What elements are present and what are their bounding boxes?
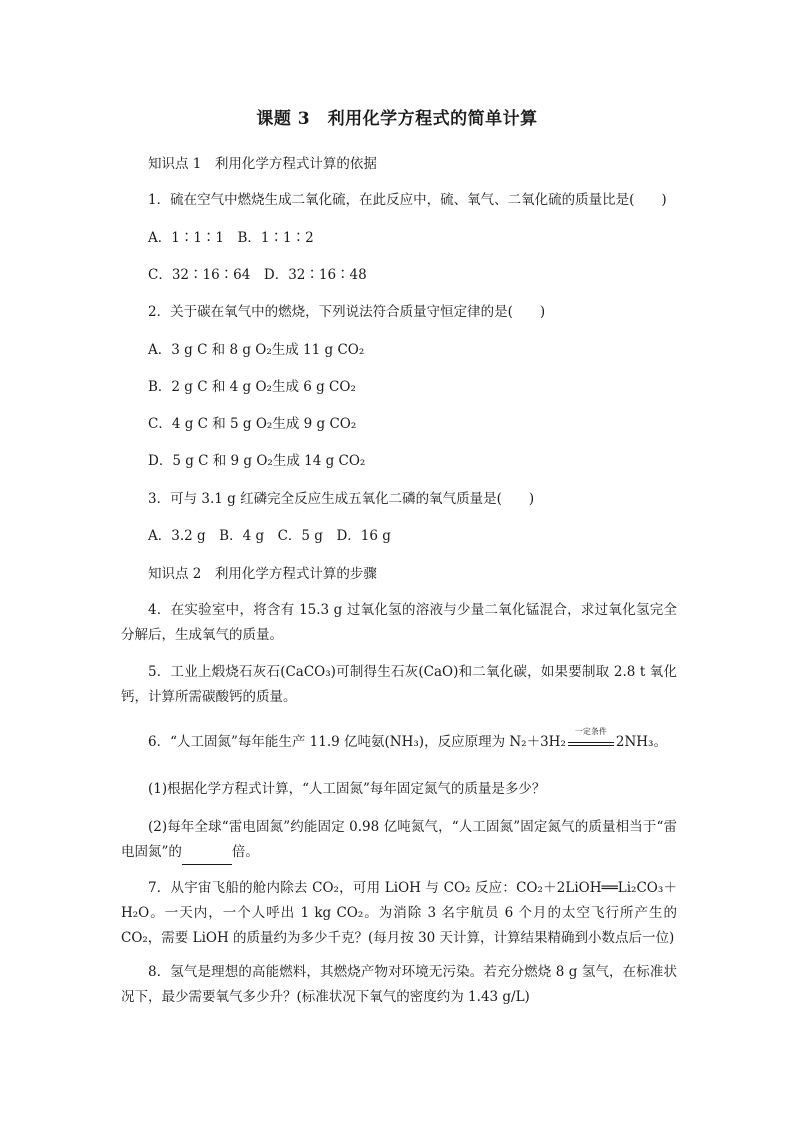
q6-part2-text: (2)每年全球“雷电固氮”约能固定 0.98 亿吨氮气，“人工固氮”固定氮气的质量相当于“雷电固氮”的 [121, 819, 677, 860]
q6-part1: (1)根据化学方程式计算，“人工固氮”每年固定氮气的质量是多少？ [148, 781, 546, 797]
q6-part2 [121, 815, 677, 865]
q2-option-d: D．5 g C 和 9 g O₂生成 14 g CO₂ [148, 453, 366, 469]
reaction-condition: 一定条件 [574, 726, 607, 736]
knowledge-point-1: 知识点 1 利用化学方程式计算的依据 [148, 156, 377, 172]
q1-stem: 1．硫在空气中燃烧生成二氧化硫，在此反应中，硫、氧气、二氧化硫的质量比是( ) [148, 192, 667, 208]
q6-part2-end: 倍。 [231, 844, 259, 860]
q2-option-c: C．4 g C 和 5 g O₂生成 9 g CO₂ [148, 416, 357, 432]
q8-text: 8．氢气是理想的高能燃料，其燃烧产物对环境无污染。若充分燃烧 8 g 氢气，在标准状况下，最少需要氧气多少升？(标准状况下氧气的密度约为 1.43 g/L) [121, 964, 677, 1005]
q4-text: 4．在实验室中，将含有 15.3 g 过氧化氢的溶液与少量二氧化锰混合，求过氧化氢完全分解后，生成氧气的质量。 [121, 602, 677, 643]
knowledge-point-2: 知识点 2 利用化学方程式计算的步骤 [148, 566, 377, 582]
q2-stem: 2．关于碳在氧气中的燃烧，下列说法符合质量守恒定律的是( ) [148, 304, 546, 320]
q1-options-ab: A．1∶1∶1 B．1∶1∶2 [148, 230, 314, 246]
q5-text: 5．工业上煅烧石灰石(CaCO₃)可制得生石灰(CaO)和二氧化碳，如果要制取 2.8 t 氧化钙，计算所需碳酸钙的质量。 [121, 664, 677, 705]
q3-stem: 3．可与 3.1 g 红磷完全反应生成五氧化二磷的氧气质量是( ) [148, 491, 535, 507]
q2-option-a: A．3 g C 和 8 g O₂生成 11 g CO₂ [148, 342, 365, 358]
q6-stem [148, 726, 667, 751]
q6-stem-b: 2NH₃。 [615, 734, 667, 750]
q6-stem-a: 6．“人工固氮”每年能生产 11.9 亿吨氨(NH₃)，反应原理为 N₂＋3H₂ [148, 734, 566, 750]
page-title: 课题 3 利用化学方程式的简单计算 [256, 109, 538, 129]
q3-options: A．3.2 g B．4 g C．5 g D．16 g [148, 528, 391, 544]
q7-text: 7．从宇宙飞船的舱内除去 CO₂，可用 LiOH 与 CO₂ 反应：CO₂＋2LiOH══Li₂CO₃＋H₂O。一天内，一个人呼出 1 kg CO₂。为消除 3 名宇航员 6 个月的太空飞行所产生的 CO₂，需要 LiOH 的质量约为多少千克？(每月按 30 天计算，计算结果精确到小数点后一位) [121, 880, 677, 946]
answer-blank[interactable] [182, 850, 232, 865]
q2-option-b: B．2 g C 和 4 g O₂生成 6 g CO₂ [148, 379, 356, 395]
reaction-arrow [568, 726, 614, 750]
q1-options-cd: C．32∶16∶64 D．32∶16∶48 [148, 267, 367, 283]
